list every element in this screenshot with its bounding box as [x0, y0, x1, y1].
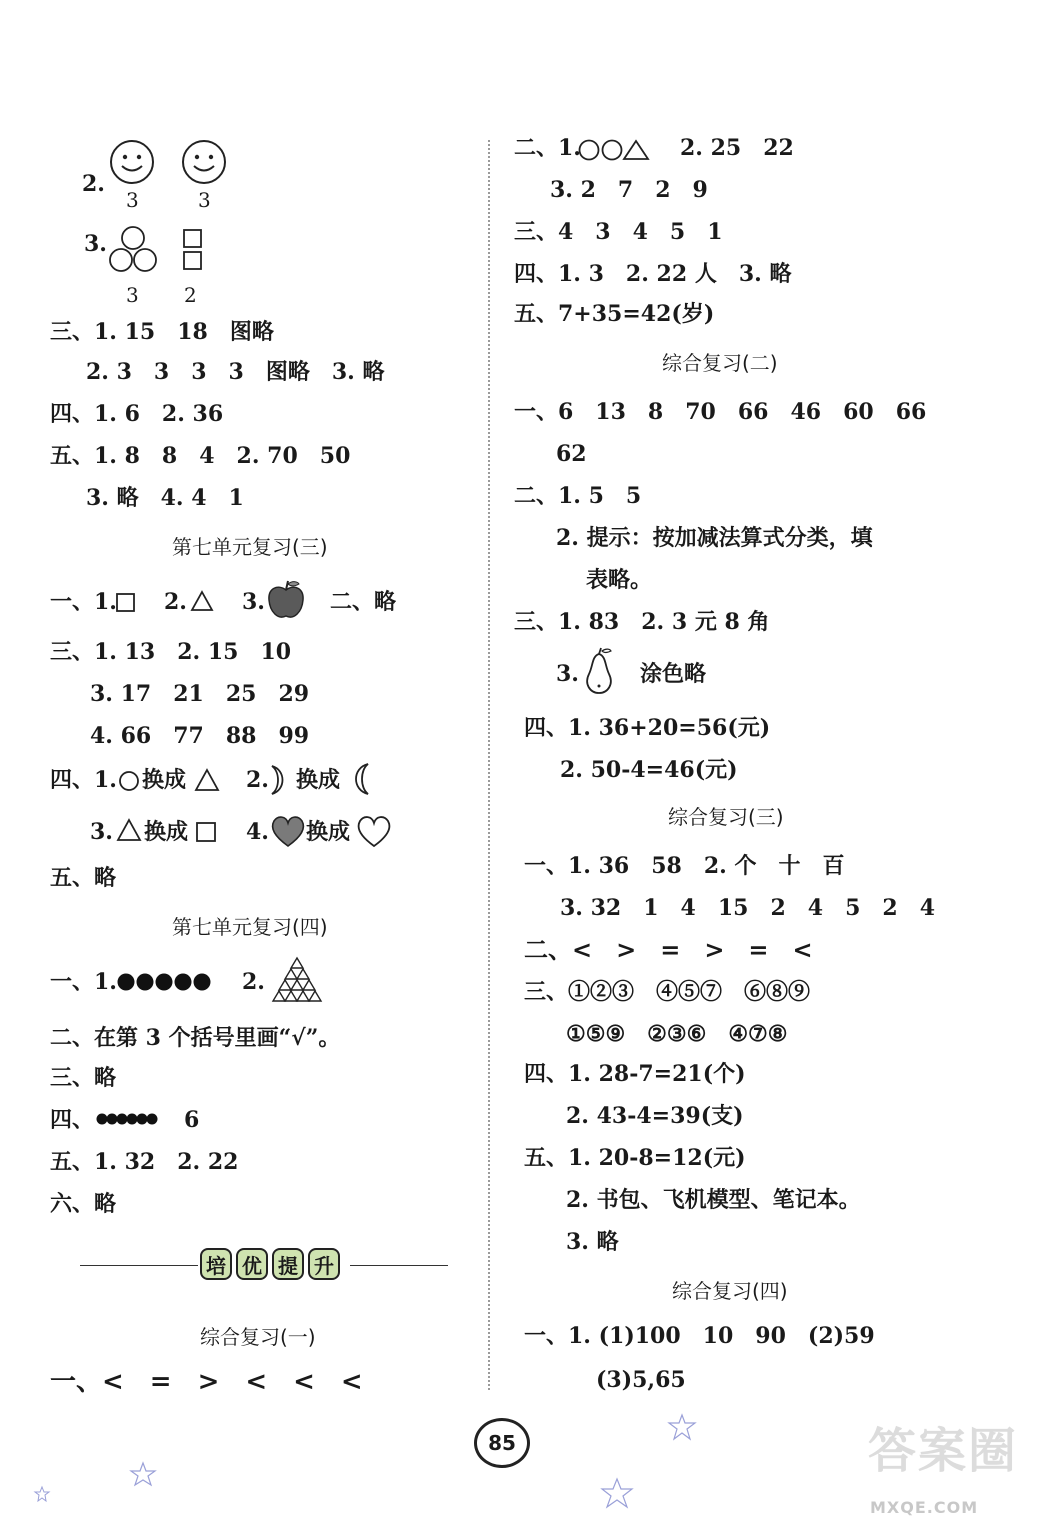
- divider-line: [80, 1265, 198, 1266]
- answer-line: 二、1. 5 5: [514, 483, 642, 509]
- pear-icon: [582, 646, 616, 696]
- answer-line: 62: [556, 441, 587, 467]
- answer-line: 3. 32 1 4 15 2 4 5 2 4: [560, 895, 936, 921]
- answer-line: 2.: [82, 171, 105, 197]
- crescent-moon-icon: [268, 764, 288, 796]
- answer-line: 2.: [242, 969, 265, 995]
- answer-line: 四、1. 28-7=21(个): [524, 1061, 746, 1087]
- triangle-icon: [190, 590, 214, 612]
- answer-line: 五、1. 20-8=12(元): [524, 1145, 746, 1171]
- answer-line: 3.: [242, 589, 265, 615]
- star-icon: [668, 1414, 696, 1440]
- page-number: 85: [474, 1418, 530, 1468]
- answer-line: 五、略: [50, 865, 117, 891]
- answer-line: 换成: [142, 767, 187, 793]
- answer-line: 3. 略 4. 4 1: [86, 485, 244, 511]
- answer-line: 五、1. 32 2. 22: [50, 1149, 239, 1175]
- answer-line: 四、1. 36+20=56(元): [524, 715, 771, 741]
- answer-line: 3. 17 21 25 29: [90, 681, 310, 707]
- answer-line: 三、①②③ ④⑤⑦ ⑥⑧⑨: [524, 979, 811, 1005]
- heart-icon: [356, 814, 392, 848]
- answer-line: 换成: [144, 819, 189, 845]
- watermark-logo: 答案圈: [868, 1423, 1019, 1479]
- answer-line: 四、: [50, 1107, 95, 1133]
- answer-line: 六、略: [50, 1191, 117, 1217]
- answer-line: 涂色略: [640, 661, 707, 687]
- answer-line: 三、1. 15 18 图略: [50, 319, 274, 345]
- badge-char: 培: [200, 1248, 232, 1280]
- three-circles-icon: [108, 226, 158, 276]
- answer-line: 四、1.: [50, 767, 117, 793]
- answer-line: 2. 提示：按加减法算式分类，填: [556, 525, 873, 551]
- square-icon: [116, 593, 136, 613]
- count-number: 2: [184, 283, 197, 307]
- answer-line: 三、1. 13 2. 15 10: [50, 639, 292, 665]
- count-number: 3: [126, 188, 139, 212]
- answer-line: 二、< > = > = <: [524, 935, 813, 964]
- section-title: 第七单元复习(三): [172, 535, 328, 559]
- answer-line: 2. 50-4=46(元): [560, 757, 738, 783]
- smiley-face-icon: [180, 138, 228, 186]
- answer-line: 四、1. 6 2. 36: [50, 401, 224, 427]
- section-title: 综合复习(二): [662, 351, 778, 375]
- watermark-url: MXQE.COM: [870, 1498, 979, 1517]
- answer-line: 3.: [90, 819, 113, 845]
- answer-line: 三、4 3 4 5 1: [514, 219, 723, 245]
- answer-line: 一、6 13 8 70 66 46 60 66: [514, 399, 927, 425]
- answer-line: 一、1. 36 58 2. 个 十 百: [524, 853, 845, 879]
- section-title: 第七单元复习(四): [172, 915, 328, 939]
- answer-line: 3.: [84, 231, 107, 257]
- circle-icon: [118, 770, 140, 792]
- star-icon: [130, 1462, 156, 1486]
- apple-icon: [266, 578, 306, 622]
- answer-line: 二、1.: [514, 135, 581, 161]
- badge-char: 提: [272, 1248, 304, 1280]
- answer-line: 三、略: [50, 1065, 117, 1091]
- star-icon: [34, 1486, 50, 1502]
- badge-char: 升: [308, 1248, 340, 1280]
- section-title: 综合复习(三): [668, 805, 784, 829]
- answer-line: (3)5,65: [596, 1367, 686, 1393]
- triangle-stack-icon: [266, 956, 328, 1004]
- answer-line: 二、在第 3 个括号里画“√”。: [50, 1025, 341, 1051]
- answer-line: 五、1. 8 8 4 2. 70 50: [50, 443, 351, 469]
- square-icon: [196, 822, 218, 844]
- section-badge: [200, 1248, 340, 1280]
- smiley-face-icon: [108, 138, 156, 186]
- black-dots-icon: [96, 1112, 160, 1126]
- answer-line: 表略。: [586, 567, 653, 593]
- circle-circle-triangle-icon: [578, 138, 656, 162]
- answer-line: 一、1.: [50, 589, 117, 615]
- heart-icon: [270, 814, 306, 848]
- section-title: 综合复习(四): [672, 1279, 788, 1303]
- answer-line: 一、< = > < < <: [50, 1367, 363, 1397]
- answer-line: 3. 略: [566, 1229, 619, 1255]
- answer-line: 三、1. 83 2. 3 元 8 角: [514, 609, 770, 635]
- answer-line: 4.: [246, 819, 269, 845]
- black-dots-icon: [116, 972, 216, 992]
- answer-line: 换成: [306, 819, 351, 845]
- triangle-icon: [116, 818, 142, 842]
- badge-char: 优: [236, 1248, 268, 1280]
- answer-line: 3.: [556, 661, 579, 687]
- count-number: 3: [126, 283, 139, 307]
- divider-line: [350, 1265, 448, 1266]
- answer-line: 2. 25 22: [680, 135, 794, 161]
- answer-line: 6: [184, 1107, 200, 1133]
- column-separator: [488, 140, 490, 1390]
- answer-line: 3. 2 7 2 9: [550, 177, 708, 203]
- answer-line: 四、1. 3 2. 22 人 3. 略: [514, 261, 792, 287]
- answer-line: 二、略: [330, 589, 397, 615]
- crescent-moon-icon: [350, 762, 372, 796]
- answer-line: ①⑤⑨ ②③⑥ ④⑦⑧: [566, 1021, 788, 1047]
- answer-line: 2. 书包、飞机模型、笔记本。: [566, 1187, 861, 1213]
- answer-line: 2.: [164, 589, 187, 615]
- two-squares-icon: [182, 228, 204, 272]
- answer-line: 五、7+35=42(岁): [514, 301, 715, 327]
- count-number: 3: [198, 188, 211, 212]
- star-icon: [600, 1478, 634, 1508]
- section-title: 综合复习(一): [200, 1325, 316, 1349]
- answer-line: 换成: [296, 767, 341, 793]
- answer-line: 2. 3 3 3 3 图略 3. 略: [86, 359, 385, 385]
- answer-line: 2. 43-4=39(支): [566, 1103, 744, 1129]
- answer-line: 2.: [246, 767, 269, 793]
- triangle-icon: [194, 768, 220, 792]
- answer-line: 一、1.: [50, 969, 117, 995]
- answer-line: 4. 66 77 88 99: [90, 723, 310, 749]
- answer-line: 一、1. (1)100 10 90 (2)59: [524, 1323, 875, 1349]
